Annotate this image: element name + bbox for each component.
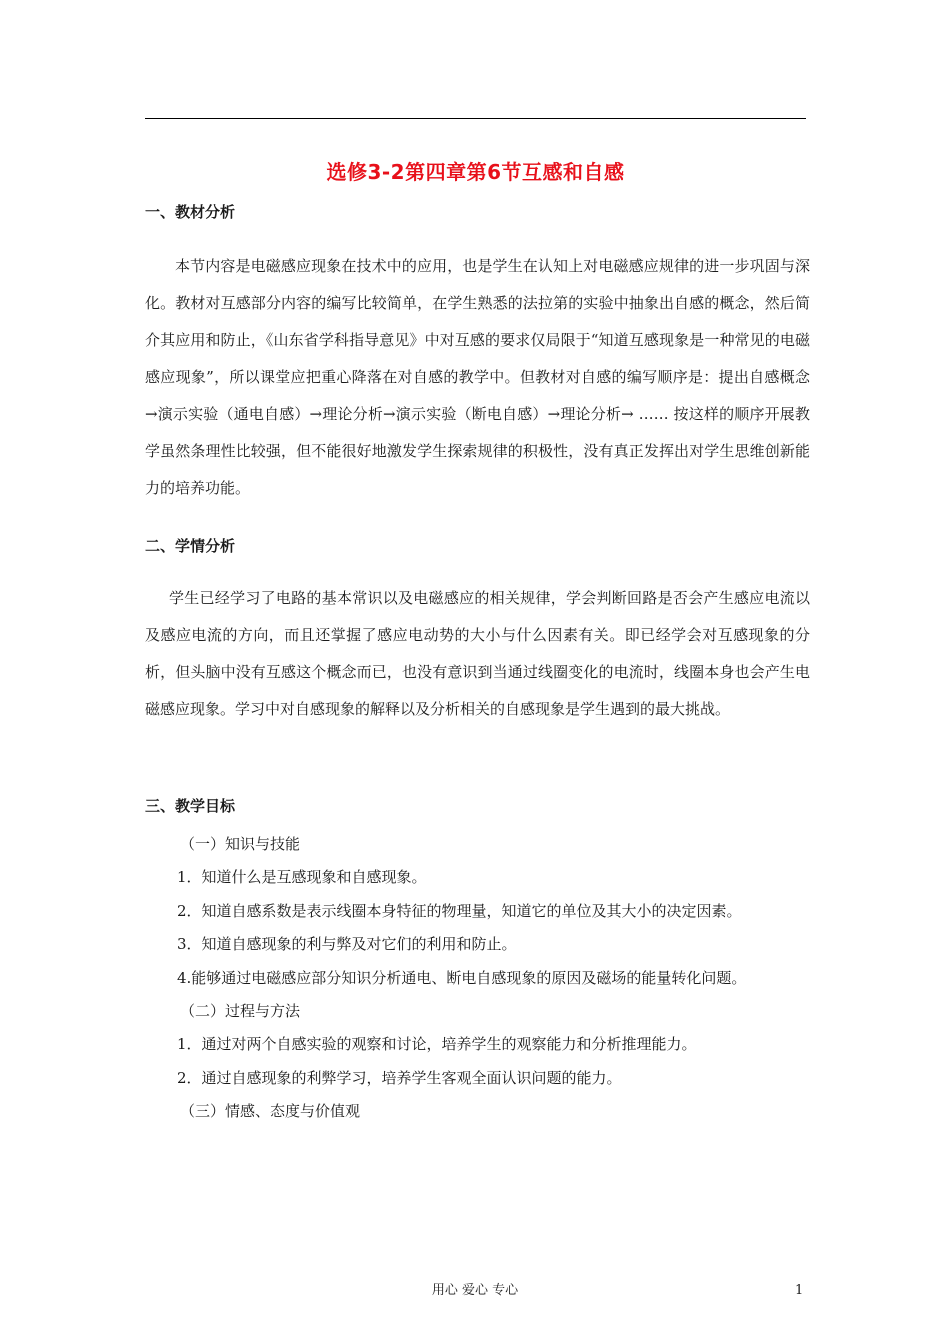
list-item: 4.能够通过电磁感应部分知识分析通电、断电自感现象的原因及磁场的能量转化问题。 [177, 968, 747, 987]
list-item: （二）过程与方法 [180, 1001, 301, 1020]
list-item: 1．知道什么是互感现象和自感现象。 [177, 868, 427, 887]
list-item: 3．知道自感现象的利与弊及对它们的利用和防止。 [177, 935, 517, 954]
list-item: 2．通过自感现象的利弊学习，培养学生客观全面认识问题的能力。 [177, 1068, 622, 1087]
paragraph-student-analysis: 学生已经学习了电路的基本常识以及电磁感应的相关规律，学会判断回路是否会产生感应电流以及感应电流的方向，而且还掌握了感应电动势的大小与什么因素有关。即已经学会对互感现象的分析，但头脑中没有互感这个概念而已，也没有意识到当通过线圈变化的电流时，线圈本身也会产生电磁感应现象。学习中对自感现象的解释以及分析相关的自感现象是学生遇到的最大挑战。 [145, 589, 810, 718]
section-heading-student-analysis: 二、学情分析 [145, 537, 236, 555]
page-number: 1 [795, 1283, 804, 1298]
paragraph-textbook-analysis: 本节内容是电磁感应现象在技术中的应用，也是学生在认知上对电磁感应规律的进一步巩固与深化。教材对互感部分内容的编写比较简单，在学生熟悉的法拉第的实验中抽象出自感的概念，然后简介其应用和防止，《山东省学科指导意见》中对互感的要求仅局限于“知道互感现象是一种常见的电磁感应现象”，所以课堂应把重心降落在对自感的教学中。但教材对自感的编写顺序是：提出自感概念→演示实验（通电自感）→理论分析→演示实验（断电自感）→理论分析→ …… 按这样的顺序开展教学虽然条理性比较强，但不能很好地激发学生探索规律的积极性，没有真正发挥出对学生思维创新能力的培养功能。 [145, 257, 810, 497]
list-item: （三）情感、态度与价值观 [180, 1102, 361, 1121]
objectives-list [145, 828, 815, 1129]
document-title: 选修3-2第四章第6节互感和自感 [326, 160, 625, 184]
list-item: （一）知识与技能 [180, 835, 301, 853]
section-heading-textbook-analysis: 一、教材分析 [145, 203, 236, 221]
list-item: 1．通过对两个自感实验的观察和讨论，培养学生的观察能力和分析推理能力。 [177, 1035, 697, 1054]
header-rule [145, 118, 806, 119]
footer-text: 用心 爱心 专心 [431, 1283, 519, 1298]
section-heading-teaching-objectives: 三、教学目标 [145, 797, 236, 815]
list-item: 2．知道自感系数是表示线圈本身特征的物理量，知道它的单位及其大小的决定因素。 [177, 901, 742, 920]
